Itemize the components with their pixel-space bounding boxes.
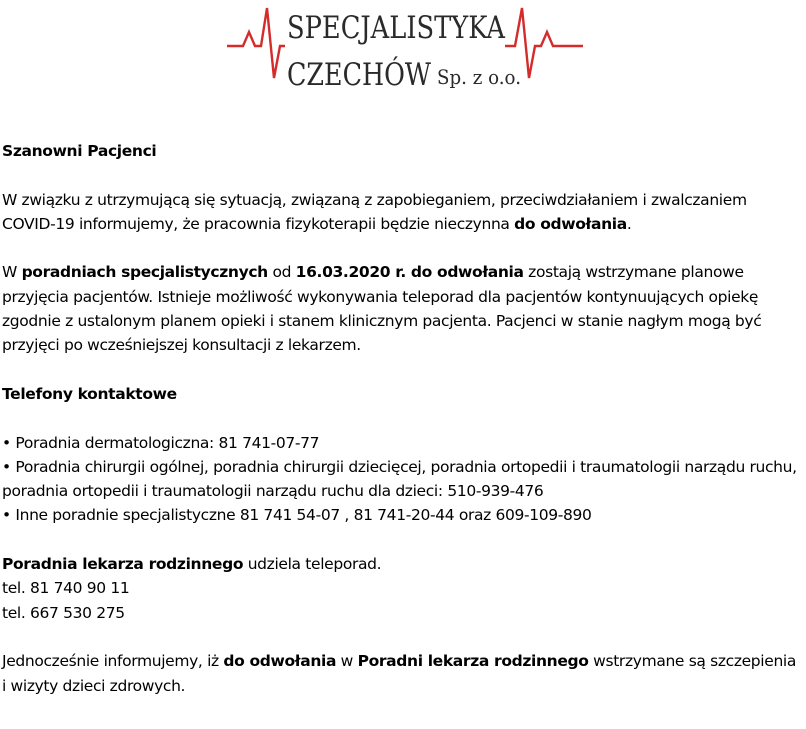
family-doctor: Poradnia lekarza rodzinnego udziela teleporad. tel. 81 740 90 11 tel. 667 530 275 bbox=[2, 555, 382, 622]
phone-number: tel. 667 530 275 bbox=[2, 603, 125, 622]
notice-body bbox=[2, 139, 802, 722]
paragraph-final: Jednocześnie informujemy, iż do odwołania w Poradni lekarza rodzinnego wstrzymane są szczepienia i wizyty dzieci zdrowych. bbox=[2, 652, 797, 695]
greeting: Szanowni Pacjenci bbox=[2, 142, 157, 160]
paragraph-specialist: W poradniach specjalistycznych od 16.03.2020 r. do odwołania zostają wstrzymane planowe przyjęcia pacjentów. Istnieje możliwość wykonywania teleporad dla pacjentów kontynuujących opiekę zgodnie z ustalonym planem opieki i stanem klinicznym pacjenta. Pacjenci w stanie nagłym mogą być przyjęci po wcześniejszej konsultacji z lekarzem. bbox=[2, 263, 762, 355]
phone-number: tel. 81 740 90 11 bbox=[2, 579, 130, 598]
contact-item: • Poradnia dermatologiczna: 81 741-07-77 bbox=[2, 433, 320, 452]
paragraph-physio: W związku z utrzymującą się sytuacją, związaną z zapobieganiem, przeciwdziałaniem i zwalczaniem COVID-19 informujemy, że pracownia fizykoterapii będzie nieczynna do odwołania. bbox=[2, 190, 747, 233]
logo-line1: SPECJALISTYKA bbox=[287, 10, 506, 46]
logo-suffix: Sp. z o.o. bbox=[437, 65, 521, 89]
heartbeat-line-icon bbox=[227, 8, 285, 78]
contacts-list bbox=[2, 431, 802, 528]
contact-item: • Inne poradnie specjalistyczne 81 741 54-07 , 81 741-20-44 oraz 609-109-890 bbox=[2, 506, 592, 525]
logo-line2: CZECHÓW bbox=[287, 57, 463, 93]
contacts-heading: Telefony kontaktowe bbox=[2, 384, 177, 403]
contact-item: • Poradnia chirurgii ogólnej, poradnia chirurgii dziecięcej, poradnia ortopedii i traumatologii narządu ruchu, poradnia ortopedii i traumatologii narządu ruchu dla dzieci: 510-939-476 bbox=[2, 457, 797, 501]
company-logo bbox=[225, 2, 585, 94]
